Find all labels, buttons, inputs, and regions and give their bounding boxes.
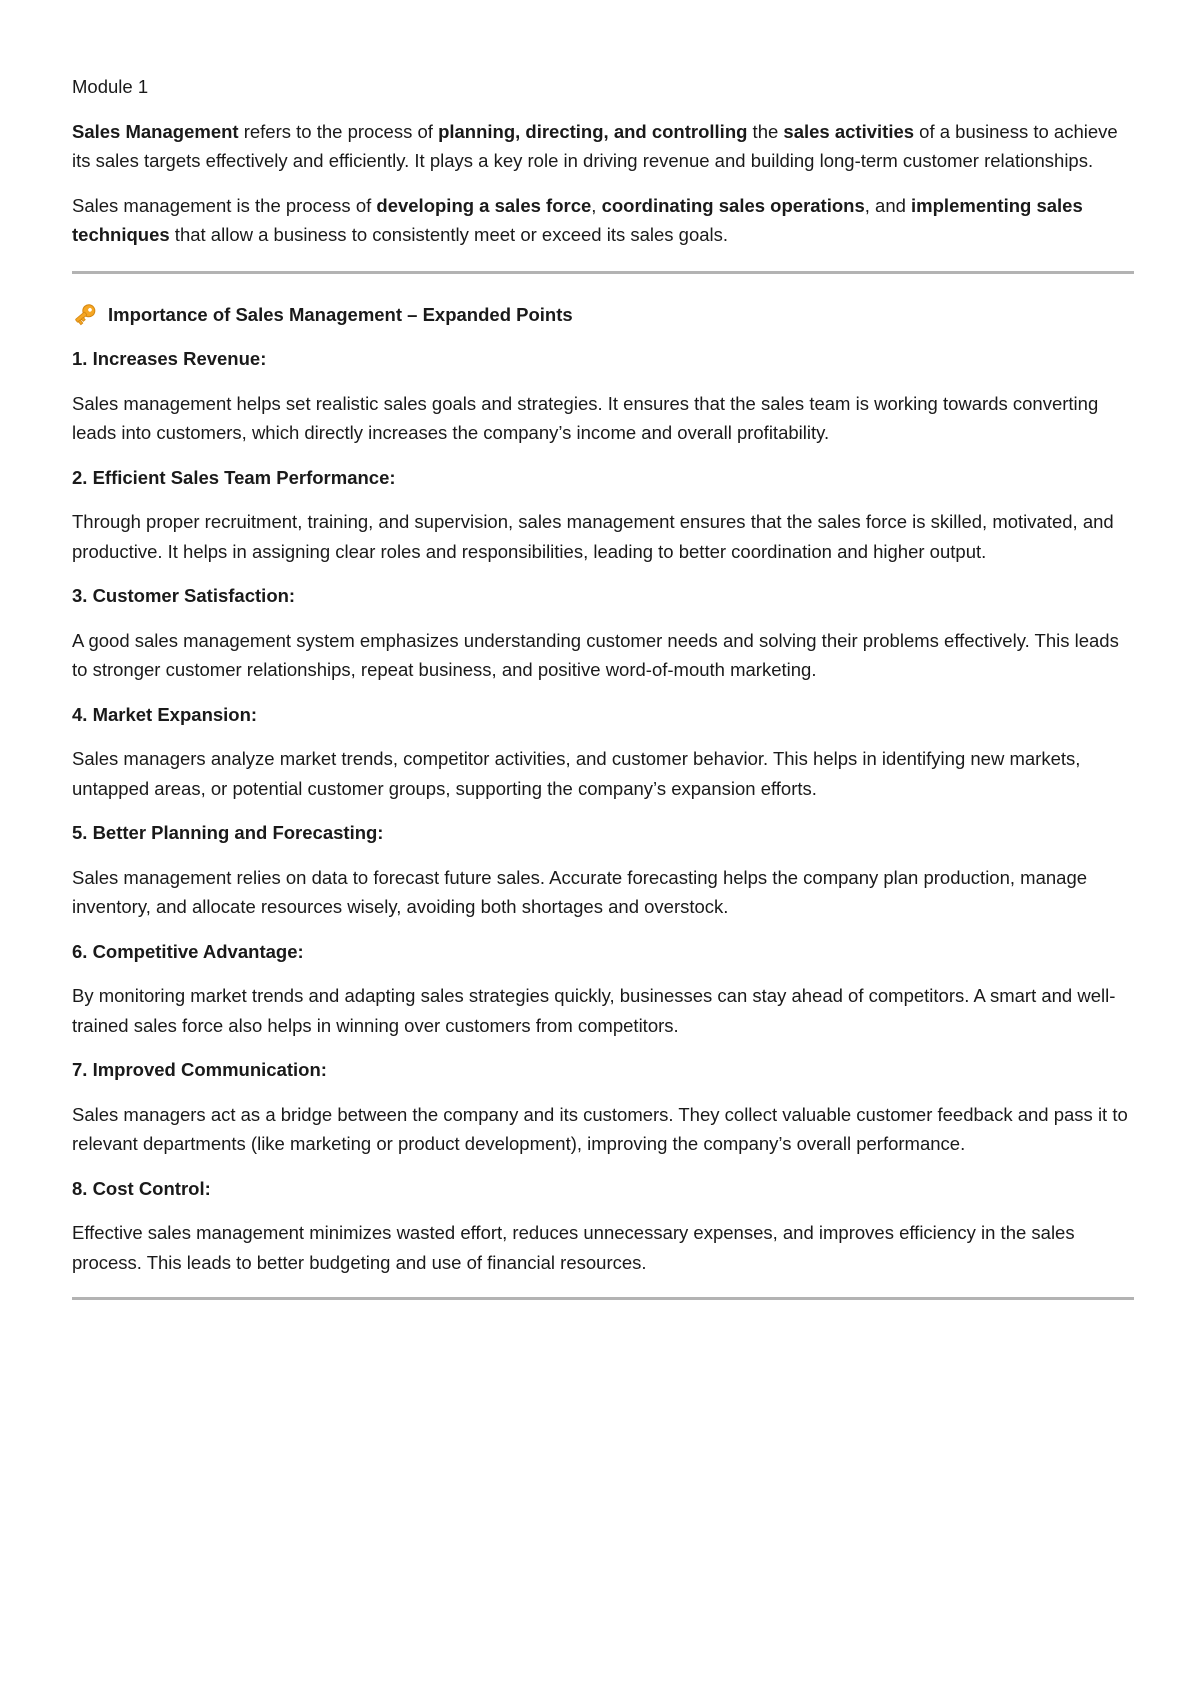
point-body: Through proper recruitment, training, and supervision, sales management ensures that the sales force is skilled, motivated, and productive. It helps in assigning clear roles and responsibilities, leading to better coordination and higher output. xyxy=(72,511,1114,562)
key-icon xyxy=(72,301,98,327)
intro-emphasis: planning, directing, and controlling xyxy=(438,120,748,142)
point-title: 3. Customer Satisfaction: xyxy=(72,585,296,606)
document-page xyxy=(72,72,1136,1300)
intro-emphasis: coordinating sales operations xyxy=(601,194,865,216)
points-list xyxy=(72,344,1136,1277)
section-heading-text: Importance of Sales Management – Expanded Points xyxy=(108,303,573,325)
intro-text: , and xyxy=(864,194,912,216)
point-body: Sales managers act as a bridge between the company and its customers. They collect valuable customer feedback and pass it to relevant departments (like marketing or product development), improving the company’s overall performance. xyxy=(72,1103,1128,1154)
horizontal-rule xyxy=(72,1297,1134,1300)
intro-text: that allow a business to consistently meet or exceed its sales goals. xyxy=(169,224,729,245)
point-title: 5. Better Planning and Forecasting: xyxy=(72,822,384,843)
intro-text: refers to the process of xyxy=(238,120,439,142)
intro-paragraph-process xyxy=(72,191,1136,250)
point-title: 1. Increases Revenue: xyxy=(72,348,267,369)
point-title: 8. Cost Control: xyxy=(72,1177,211,1199)
point-body: Effective sales management minimizes wasted effort, reduces unnecessary expenses, and improves efficiency in the sales process. This leads to better budgeting and use of financial resources. xyxy=(72,1222,1075,1273)
module-title: Module 1 xyxy=(72,76,149,97)
point-title: 7. Improved Communication: xyxy=(72,1059,327,1080)
intro-text: Sales management is the process of xyxy=(72,194,377,216)
point-title: 4. Market Expansion: xyxy=(72,703,258,725)
intro-text: , xyxy=(591,194,602,216)
point-title: 6. Competitive Advantage: xyxy=(72,940,304,962)
point-title: 2. Efficient Sales Team Performance: xyxy=(72,466,396,488)
point-body: Sales management helps set realistic sales goals and strategies. It ensures that the sales team is working towards converting leads into customers, which directly increases the company’s income and overall profitability. xyxy=(72,392,1099,443)
section-heading xyxy=(72,300,1136,330)
intro-emphasis: developing a sales force xyxy=(376,194,592,216)
point-body: Sales management relies on data to forecast future sales. Accurate forecasting helps the company plan production, manage inventory, and allocate resources wisely, avoiding both shortages and overstock. xyxy=(72,866,1088,917)
intro-paragraph-definition xyxy=(72,117,1136,176)
horizontal-rule xyxy=(72,271,1134,274)
point-body: Sales managers analyze market trends, competitor activities, and customer behavior. This helps in identifying new markets, untapped areas, or potential customer groups, supporting the company’s expansion efforts. xyxy=(72,748,1081,799)
point-body: By monitoring market trends and adapting sales strategies quickly, businesses can stay ahead of competitors. A smart and well-trained sales force also helps in winning over customers from competitors. xyxy=(72,985,1116,1036)
intro-emphasis: implementing sales techniques xyxy=(72,194,1083,245)
intro-text: of a business to achieve its sales targets effectively and efficiently. It plays a key role in driving revenue and building long-term customer relationships. xyxy=(72,120,1118,171)
intro-text: the xyxy=(747,120,784,142)
intro-emphasis: sales activities xyxy=(783,120,915,142)
point-body: A good sales management system emphasizes understanding customer needs and solving their problems effectively. This leads to stronger customer relationships, repeat business, and positive word-of-mouth marketing. xyxy=(72,629,1119,680)
intro-term: Sales Management xyxy=(72,120,239,142)
